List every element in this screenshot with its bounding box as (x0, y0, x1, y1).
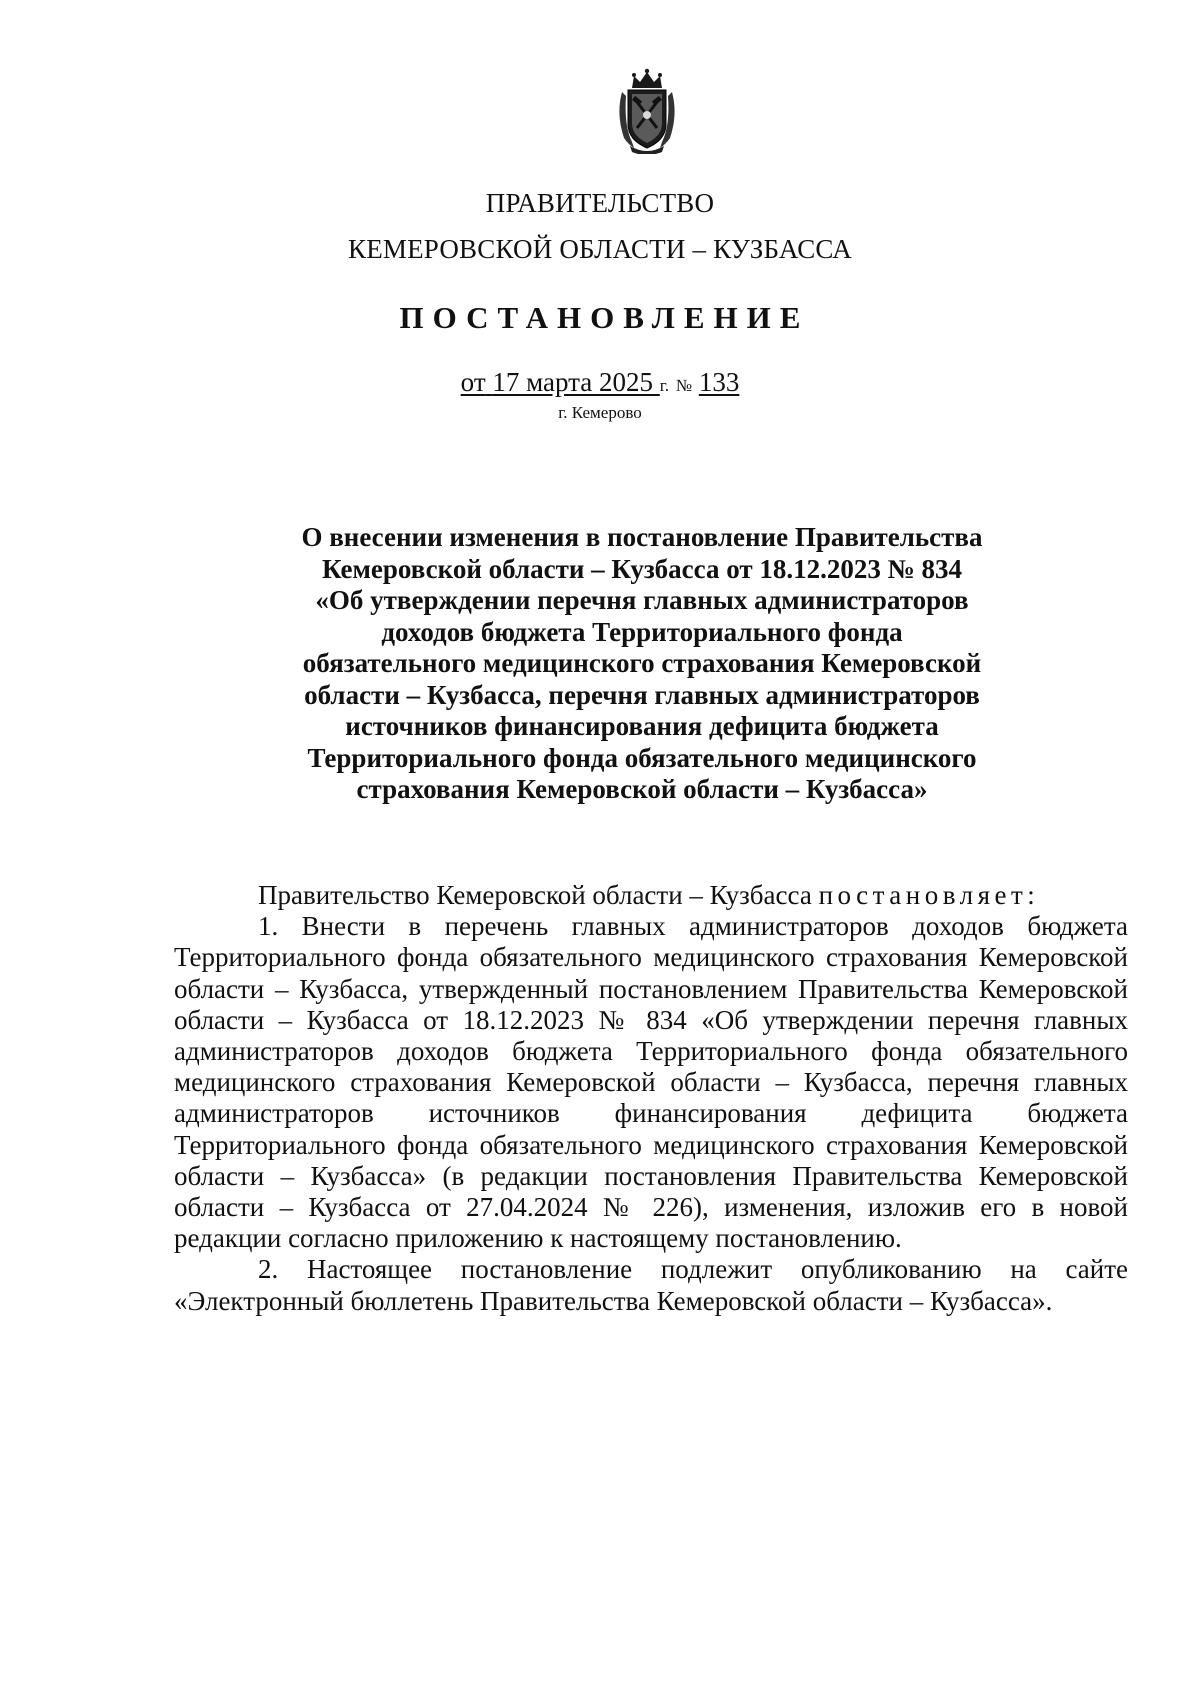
government-name-line-2: КЕМЕРОВСКОЙ ОБЛАСТИ – КУЗБАССА (348, 234, 852, 264)
title-line: области – Кузбасса, перечня главных администраторов (304, 679, 980, 710)
document-city: г. Кемерово (558, 403, 642, 422)
document-date: 17 марта 2025 (492, 367, 654, 397)
date-prefix: от (460, 367, 486, 397)
title-line: обязательного медицинского страхования Кемеровской (302, 648, 982, 678)
item-1-paragraph: 1. Внести в перечень главных администраторов доходов бюджета Территориального фонда обязательного медицинского страхования Кемеровской области – Кузбасса, утвержденный постановлением Правительства Кемеровской области – Кузбасса от 18.12.2023 № 834 «Об утверждении перечня главных администраторов доходов бюджета Территориального фонда обязательного медицинского страхования Кемеровской области – Кузбасса, перечня главных администраторов источников финансирования дефицита бюджета Территориального фонда обязательного медицинского страхования Кемеровской области – Кузбасса» (в редакции постановления Правительства Кемеровской области – Кузбасса от 27.04.2024 № 226), изменения, изложив его в новой редакции согласно приложению к настоящему постановлению. (174, 911, 1128, 1254)
title-line: доходов бюджета Территориального фонда (381, 616, 903, 647)
kuzbass-coat-of-arms-icon (614, 66, 680, 154)
year-suffix: г. (659, 376, 670, 395)
government-name-line-1: ПРАВИТЕЛЬСТВО (485, 188, 715, 218)
document-date-number (0, 367, 1200, 398)
title-line: «Об утверждении перечня главных администраторов (315, 585, 969, 615)
title-line: Территориального фонда обязательного медицинского (307, 742, 977, 773)
preamble-paragraph (174, 880, 1128, 911)
title-line: Кемеровской области – Кузбасса от 18.12.2023 № 834 (321, 553, 963, 584)
document-body (174, 880, 1128, 1317)
title-line: страхования Кемеровской области – Кузбасса» (356, 774, 928, 804)
document-number: 133 (698, 367, 740, 397)
preamble-text: Правительство Кемеровской области – Кузбасса (258, 880, 812, 910)
title-line: О внесении изменения в постановление Правительства (301, 522, 983, 552)
document-title (262, 522, 1022, 806)
item-2-paragraph: 2. Настоящее постановление подлежит опубликованию на сайте «Электронный бюллетень Правительства Кемеровской области – Кузбасса». (174, 1254, 1128, 1316)
number-sign: № (675, 376, 693, 395)
document-type-heading: ПОСТАНОВЛЕНИЕ (399, 300, 810, 335)
preamble-verb: постановляет: (818, 880, 1040, 910)
title-line: источников финансирования дефицита бюджета (345, 711, 939, 741)
